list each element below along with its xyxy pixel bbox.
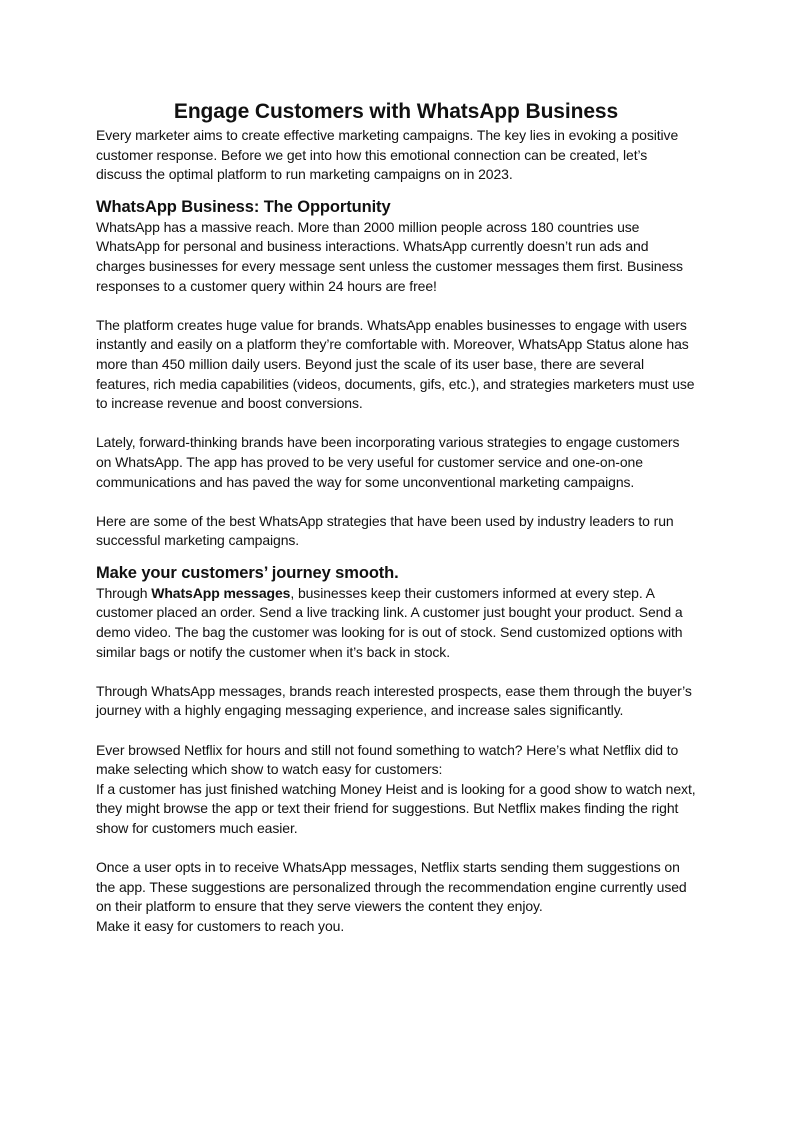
paragraph-spacer	[96, 414, 696, 434]
paragraph-messages	[96, 584, 696, 662]
paragraph-best-strategies: Here are some of the best WhatsApp strategies that have been used by industry leaders to run successful marketing campaigns.	[96, 512, 674, 549]
paragraph-reach-you: Make it easy for customers to reach you.	[96, 917, 345, 934]
paragraph-value: The platform creates huge value for brands. WhatsApp enables businesses to engage with users instantly and easily on a platform they’re comfortable with. Moreover, WhatsApp Status alone has more than 450 million daily users. Beyond just the scale of its user base, there are several features, rich media capabilities (videos, documents, gifs, etc.), and strategies marketers must use to increase revenue and boost conversions.	[96, 316, 695, 412]
document-title: Engage Customers with WhatsApp Business	[173, 100, 619, 123]
paragraph-messages-prefix: Through	[96, 584, 152, 601]
paragraph-netflix-question: Ever browsed Netflix for hours and still not found something to watch? Here’s what Netflix did to make selecting which show to watch easy for customers:	[96, 741, 679, 778]
paragraph-spacer	[96, 492, 696, 512]
paragraph-messages-rest: , businesses keep their customers informed at every step. A customer placed an order. Send a live tracking link. A customer just bought your product. Send a demo video. The bag the customer was looking for is out of stock. Send customized options with similar bags or notify the customer when it’s back in stock.	[96, 584, 683, 660]
paragraph-spacer	[96, 296, 696, 316]
paragraph-netflix-suggestions: Once a user opts in to receive WhatsApp messages, Netflix starts sending them suggestions on the app. These suggestions are personalized through the recommendation engine currently used on their platform to ensure that they serve viewers the content they enjoy.	[96, 859, 687, 915]
intro-paragraph: Every marketer aims to create effective marketing campaigns. The key lies in evoking a positive customer response. Before we get into how this emotional connection can be created, let’s discuss the optimal platform to run marketing campaigns on in 2023.	[96, 127, 679, 183]
paragraph-reach: WhatsApp has a massive reach. More than 2000 million people across 180 countries use WhatsApp for personal and business interactions. WhatsApp currently doesn’t run ads and charges businesses for every message sent unless the customer messages them first. Business responses to a customer query within 24 hours are free!	[96, 218, 683, 294]
paragraph-netflix-example: If a customer has just finished watching Money Heist and is looking for a good show to watch next, they might browse the app or text their friend for suggestions. But Netflix makes finding the right show for customers much easier.	[96, 780, 696, 836]
document-body	[96, 98, 696, 937]
paragraph-prospects: Through WhatsApp messages, brands reach interested prospects, ease them through the buyer’s journey with a highly engaging messaging experience, and increase sales significantly.	[96, 682, 692, 719]
whatsapp-messages-emphasis: WhatsApp messages	[151, 584, 291, 601]
paragraph-spacer	[96, 662, 696, 682]
section-heading-journey: Make your customers’ journey smooth.	[96, 563, 399, 582]
section-heading-opportunity: WhatsApp Business: The Opportunity	[96, 197, 391, 216]
paragraph-spacer	[96, 839, 696, 859]
paragraph-spacer	[96, 721, 696, 741]
paragraph-strategies: Lately, forward-thinking brands have been incorporating various strategies to engage customers on WhatsApp. The app has proved to be very useful for customer service and one-on-one communications and has paved the way for some unconventional marketing campaigns.	[96, 434, 680, 490]
